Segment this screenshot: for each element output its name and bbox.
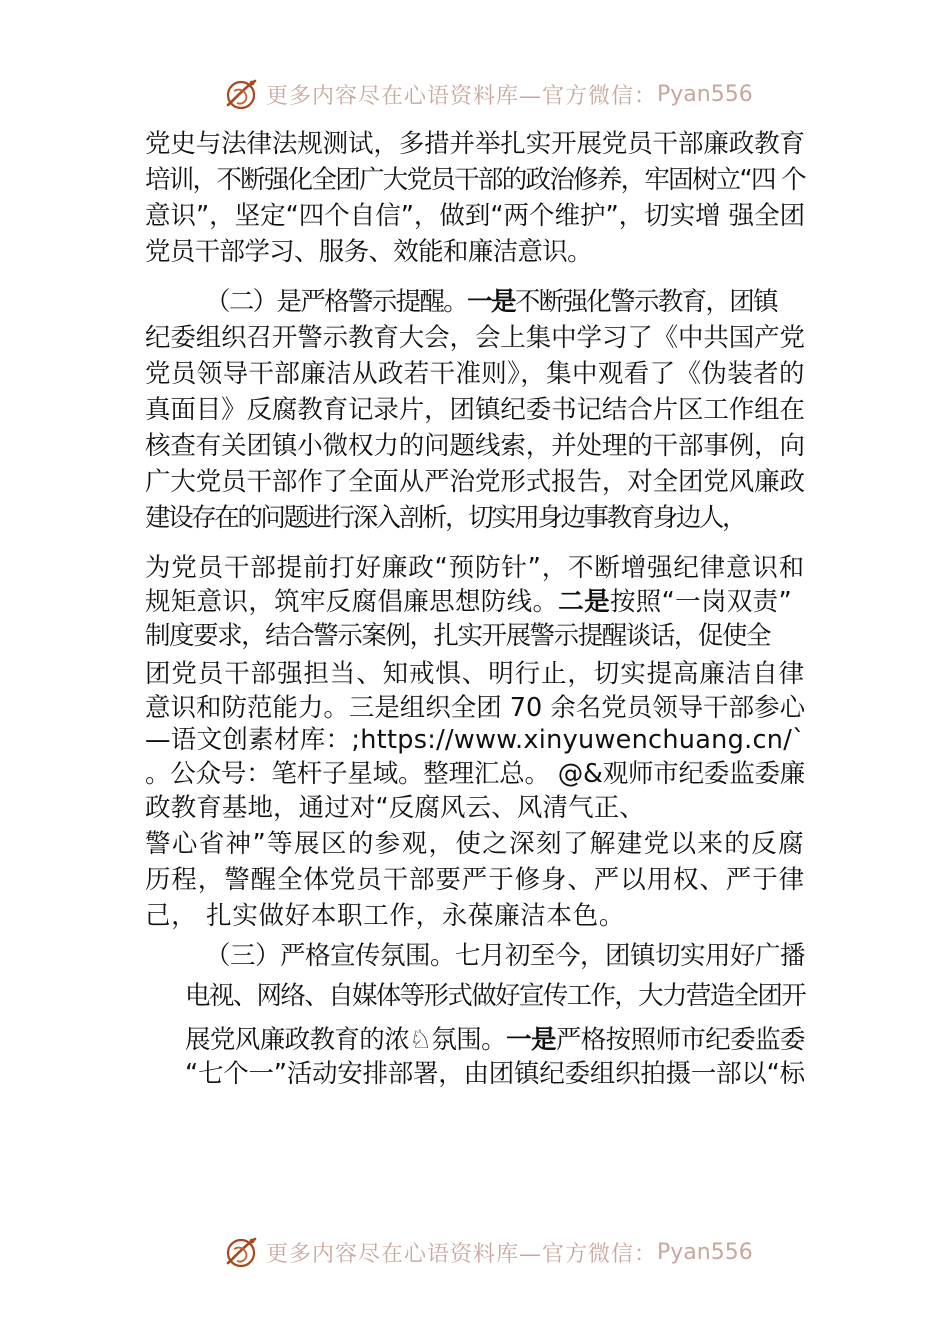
- text-segment: 为党员干部提前打好廉政“预防针”，不断增强纪律意识和: [145, 553, 806, 583]
- text-line: [185, 1022, 805, 1058]
- text-segment: 规矩意识，筑牢反腐倡廉思想防线。: [145, 587, 559, 617]
- text-segment: 按照“一岗双责”: [609, 587, 793, 617]
- text-line: [145, 826, 805, 862]
- text-segment: 严格按照师市纪委监委: [555, 1025, 805, 1055]
- text-segment: 真面目》反腐教育记录片，团镇纪委书记结合片区工作组在: [145, 395, 805, 425]
- text-line: [185, 1056, 805, 1092]
- text-segment: 意识”，坚定“四个自信”，做到“两个维护”，切实增 强全团: [145, 201, 806, 231]
- text-line: [205, 284, 777, 320]
- text-line: [145, 550, 805, 586]
- watermark-wechat-id: Pyan556: [657, 81, 753, 107]
- text-line: [145, 392, 805, 428]
- text-segment: 核查有关团镇小微权力的问题线索，并处理的干部事例，向: [145, 431, 805, 461]
- text-line: [145, 356, 805, 392]
- text-segment: 政教育基地，通过对“反腐风云、风清气正、: [145, 793, 645, 823]
- text-line: [145, 198, 805, 234]
- text-line: [145, 126, 805, 162]
- text-line: [145, 162, 805, 198]
- text-line: [145, 790, 645, 826]
- text-segment: 纪委组织召开警示教育大会，会上集中学习了《中共国产党: [145, 323, 805, 353]
- text-segment: 党员干部学习、服务、效能和廉洁意识。: [145, 237, 592, 267]
- text-line: [145, 234, 592, 270]
- text-line: [145, 690, 805, 726]
- footer-watermark: [222, 1232, 753, 1272]
- text-line: [145, 618, 770, 654]
- text-line: [145, 862, 805, 898]
- text-segment: 党史与法律法规测试，多措并举扎实开展党员干部廉政教育: [145, 129, 805, 159]
- text-line: [145, 756, 805, 792]
- text-segment: 培训，不断强化全团广大党员干部的政治修养，牢固树立“四 个: [145, 165, 805, 195]
- emphasis-text: 一是: [467, 287, 515, 317]
- emphasis-text: 二是: [558, 587, 610, 617]
- text-segment: 展党风廉政教育的浓♘氛围。: [185, 1025, 507, 1055]
- text-segment: 建设存在的问题进行深入剖析，切实用身边事教育身边人，: [145, 503, 746, 533]
- text-segment: —语文创素材库：;https://www.xinyuwenchuang.cn/`: [145, 725, 806, 755]
- text-line: [145, 722, 805, 758]
- text-segment: 团党员干部强担当、知戒惧、明行止，切实提高廉洁自律: [145, 659, 806, 689]
- text-segment: 意识和防范能力。三是组织全团 70 余名党员领导干部参心: [145, 693, 806, 723]
- text-line: [145, 584, 792, 620]
- text-line: [145, 898, 625, 934]
- text-segment: 制度要求，结合警示案例，扎实开展警示提醒谈话，促使全: [145, 621, 771, 651]
- watermark-wechat-id: Pyan556: [657, 1239, 753, 1265]
- text-segment: 己， 扎实做好本职工作，永葆廉洁本色。: [145, 901, 626, 931]
- text-segment: 电视、网络、自媒体等形式做好宣传工作，大力营造全团开: [185, 981, 806, 1011]
- text-segment: 警心省神”等展区的参观，使之深刻了解建党以来的反腐: [145, 829, 805, 859]
- text-line: [145, 656, 805, 692]
- watermark-text: 更多内容尽在心语资料库—官方微信：: [266, 83, 658, 109]
- text-line: [145, 320, 805, 356]
- text-segment: 不断强化警示教育，团镇: [514, 287, 777, 317]
- emphasis-text: 一是: [506, 1025, 556, 1055]
- header-watermark: [222, 74, 753, 114]
- text-segment: 七月初至今，团镇切实用好广播: [455, 941, 806, 971]
- text-segment: 广大党员干部作了全面从严治党形式报告，对全团党风廉政: [145, 467, 805, 497]
- brand-logo-icon: [222, 1232, 262, 1272]
- text-segment: （二）是严格警示提醒。: [205, 287, 468, 317]
- text-segment: （三）严格宣传氛围。: [205, 941, 456, 971]
- text-segment: “七个一”活动安排部署，由团镇纪委组织拍摄一部以“标: [185, 1059, 805, 1089]
- text-line: [185, 978, 805, 1014]
- text-line: [145, 500, 745, 536]
- text-segment: 。公众号：笔杆子星域。整理汇总。 @&观师市纪委监委廉: [145, 759, 806, 789]
- text-segment: 历程，警醒全体党员干部要严于修身、严以用权、严于律: [145, 865, 806, 895]
- text-line: [145, 464, 805, 500]
- text-line: [205, 938, 805, 974]
- brand-logo-icon: [222, 74, 262, 114]
- text-segment: 党员领导干部廉洁从政若干准则》，集中观看了《伪装者的: [145, 359, 805, 389]
- watermark-text: 更多内容尽在心语资料库—官方微信：: [266, 1241, 658, 1267]
- text-line: [145, 428, 805, 464]
